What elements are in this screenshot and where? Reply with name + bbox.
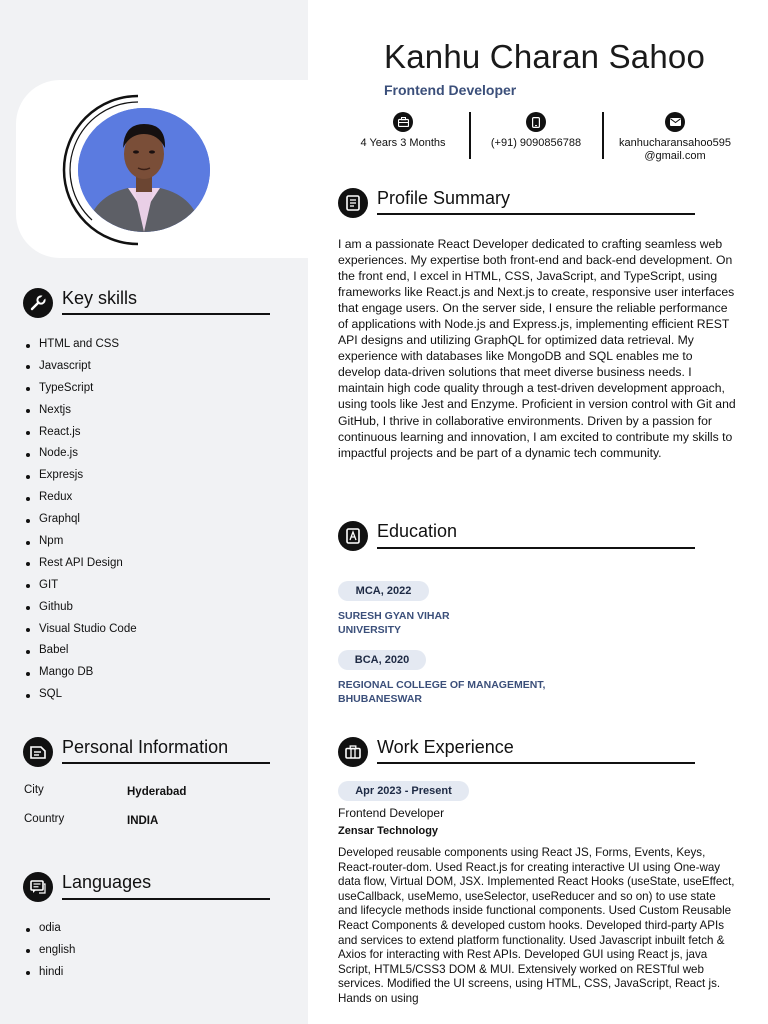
institution-line: SURESH GYAN VIHAR [338, 610, 450, 622]
skills-title: Key skills [62, 288, 138, 308]
institution-line: BHUBANESWAR [338, 693, 422, 705]
work-underline [377, 762, 695, 764]
institution-line: UNIVERSITY [338, 624, 402, 636]
briefcase-icon [393, 112, 413, 132]
list-item: HTML and CSS [24, 334, 137, 356]
contact-phone [478, 112, 594, 149]
institution-line: REGIONAL COLLEGE OF MANAGEMENT, [338, 679, 546, 691]
skills-list [24, 334, 137, 706]
summary-title: Profile Summary [377, 188, 511, 208]
work-title: Work Experience [377, 737, 514, 757]
list-item: Expresjs [24, 465, 137, 487]
list-item: Npm [24, 531, 137, 553]
education-title: Education [377, 521, 458, 541]
phone-icon [526, 112, 546, 132]
list-item: Mango DB [24, 662, 137, 684]
candidate-name: Kanhu Charan Sahoo [384, 38, 706, 75]
contact-divider [469, 112, 471, 159]
summary-text: I am a passionate React Developer dedicated to crafting seamless web experiences. My expertise both front-end and back-end development. On the front end, I excel in HTML, CSS, JavaScript, and TypeScript, using frameworks like React.js and Next.js to create, responsive user interfaces that engage users. On the server side, I ensure the reliable performance of applications with Node.js and Express.js, implementing efficient REST API designs and utilizing GraphQL for optimized data retrieval. My experience with databases like MongoDB and SQL enables me to develop data-driven solutions that meet diverse business needs. I maintain high code quality through a test-driven development approach, using tools like Jest and Enzyme. Proficient in version control with Git and GitHub, I thrive in collaborative environments. Driven by a passion for continuous learning and innovation, I am excited to contribute my skills to impactful projects and be part of a dynamic tech community. [338, 237, 736, 460]
contact-email [612, 112, 738, 162]
list-item: hindi [24, 962, 75, 984]
list-item: Javascript [24, 356, 137, 378]
wrench-icon [23, 288, 53, 318]
city-label: City [24, 784, 44, 796]
education-institution [338, 678, 545, 706]
list-item: Github [24, 597, 137, 619]
list-item: Rest API Design [24, 553, 137, 575]
list-item: Graphql [24, 509, 137, 531]
education-degree-badge: MCA, 2022 [338, 581, 429, 601]
candidate-role: Frontend Developer [384, 82, 517, 98]
list-item: React.js [24, 422, 137, 444]
education-underline [377, 547, 695, 549]
list-item: english [24, 940, 75, 962]
skills-underline [62, 313, 270, 315]
profile-photo [78, 108, 210, 232]
email-line-2[interactable]: @gmail.com [644, 150, 706, 162]
work-period-badge: Apr 2023 - Present [338, 781, 469, 801]
list-item: odia [24, 918, 75, 940]
contact-divider [602, 112, 604, 159]
summary-underline [377, 213, 695, 215]
country-value: INDIA [127, 815, 159, 827]
list-item: Node.js [24, 443, 137, 465]
id-card-icon [23, 737, 53, 767]
document-icon [338, 188, 368, 218]
chat-icon [23, 872, 53, 902]
briefcase-icon [338, 737, 368, 767]
list-item: TypeScript [24, 378, 137, 400]
certificate-icon [338, 521, 368, 551]
list-item: Babel [24, 640, 137, 662]
list-item: Visual Studio Code [24, 619, 137, 641]
personal-underline [62, 762, 270, 764]
email-line-1[interactable]: kanhucharansahoo595 [619, 137, 731, 149]
languages-underline [62, 898, 270, 900]
languages-title: Languages [62, 872, 152, 892]
education-degree-badge: BCA, 2020 [338, 650, 426, 670]
list-item: Redux [24, 487, 137, 509]
job-description: Developed reusable components using React JS, Forms, Events, Keys, React-router-dom. Used React.js for creating interactive UI using One-way data flow, Virtual DOM, JSX. Implemented React Hooks (useState, useEffect, useCallback, useMemo, useSelector, useReducer and so on) to use state and lifecycle methods inside functional components. Used Custom Reusable React Components & developed custom hooks. Developed third-party APIs and services to extend platform functionality. Used Javascript inbuilt fetch & Axios for interacting with Rest APIs. Developed GUI using React js, java Script, HTML5/CSS3 DOM & MUI. Extensively worked on RESTful web services. Modified the UI screens, using HTML, CSS, JavaScript, React js. Hands on using [338, 846, 735, 1005]
job-title: Frontend Developer [338, 806, 445, 820]
experience-text: 4 Years 3 Months [360, 137, 446, 149]
job-company: Zensar Technology [338, 825, 439, 837]
personal-title: Personal Information [62, 737, 229, 757]
mail-icon [665, 112, 685, 132]
list-item: SQL [24, 684, 137, 706]
phone-text[interactable]: (+91) 9090856788 [490, 137, 582, 149]
languages-list [24, 918, 75, 984]
country-label: Country [24, 813, 65, 825]
list-item: Nextjs [24, 400, 137, 422]
contact-experience [346, 112, 460, 149]
education-institution [338, 609, 450, 637]
list-item: GIT [24, 575, 137, 597]
city-value: Hyderabad [127, 786, 187, 798]
